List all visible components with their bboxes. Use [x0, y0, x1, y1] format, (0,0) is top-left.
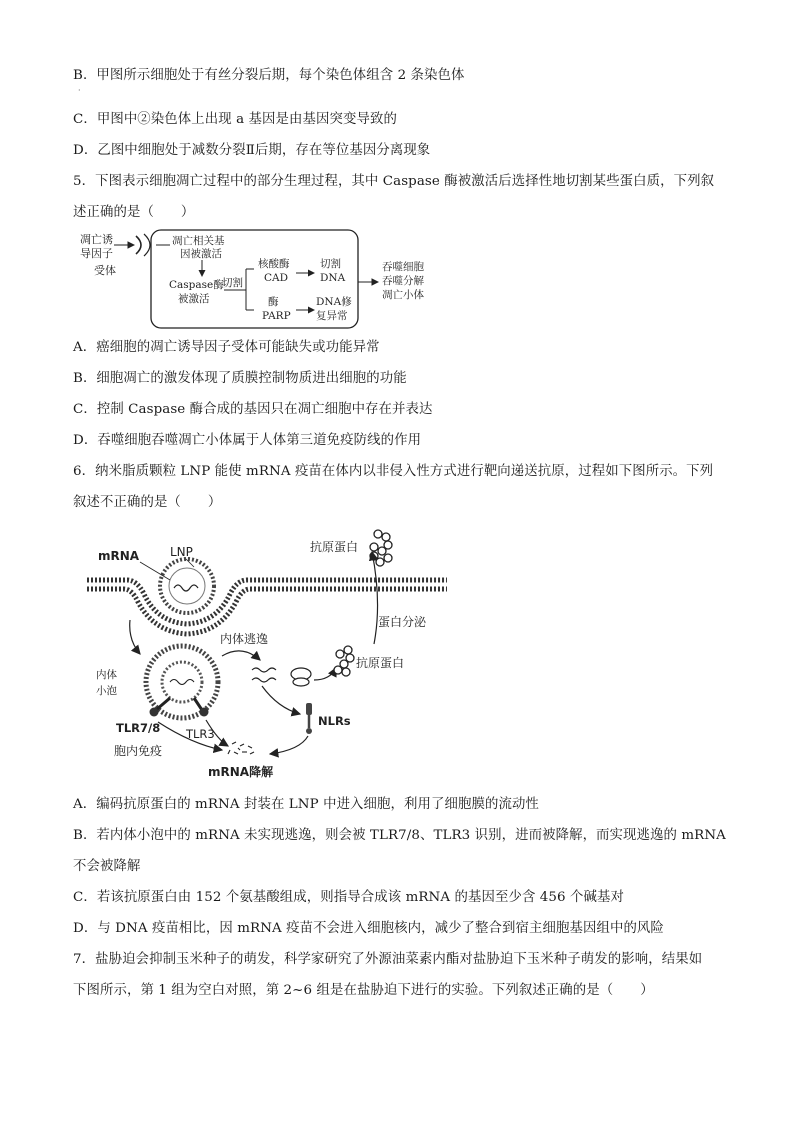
- free-mrna: [252, 668, 276, 682]
- q5-option-b: B．细胞凋亡的激发体现了质膜控制物质进出细胞的功能: [73, 371, 407, 386]
- nlrs-icon: [306, 703, 312, 734]
- lnp-label: LNP: [170, 545, 193, 559]
- q6-stem-line2: 叙述不正确的是（ ）: [73, 495, 222, 510]
- degraded-fragments: [228, 742, 254, 754]
- q6-option-b-line1: B．若内体小泡中的 mRNA 未实现逃逸，则会被 TLR7/8、TLR3 识别，进而被降解，而实现逃逸的 mRNA: [73, 828, 726, 843]
- enzyme-label-1: 酶: [268, 296, 279, 308]
- cut-label: 切割: [222, 277, 243, 289]
- enzyme-label-2: PARP: [262, 310, 291, 322]
- q4-option-d: D．乙图中细胞处于减数分裂Ⅱ后期，存在等位基因分离现象: [73, 143, 431, 158]
- tlr78-label: TLR7/8: [116, 721, 161, 735]
- inducer-label-2: 导因子: [80, 247, 113, 260]
- result-label-1: 吞噬细胞: [382, 261, 424, 273]
- endosome-vesicle: [146, 646, 218, 718]
- antigen-protein-mid: [334, 646, 354, 676]
- mrna-degradation-label: mRNA降解: [208, 765, 274, 779]
- nuclease-label-1: 核酸酶: [258, 258, 290, 270]
- cut-dna-label-2: DNA: [320, 272, 346, 284]
- nuclease-label-2: CAD: [264, 272, 289, 284]
- q4-option-b: B．甲图所示细胞处于有丝分裂后期，每个染色体组含 2 条染色体: [73, 68, 465, 83]
- stray-dot: ·: [78, 86, 81, 95]
- mrna-vaccine-diagram: [82, 522, 452, 784]
- q6-option-b-line2: 不会被降解: [73, 859, 141, 874]
- q5-option-d: D．吞噬细胞吞噬凋亡小体属于人体第三道免疫防线的作用: [73, 433, 422, 448]
- receptor-shape: [136, 236, 141, 254]
- q5-stem-line2: 述正确的是（ ）: [73, 205, 195, 220]
- q4-option-c: C．甲图中②染色体上出现 a 基因是由基因突变导致的: [73, 112, 397, 127]
- q6-option-a: A．编码抗原蛋白的 mRNA 封装在 LNP 中进入细胞，利用了细胞膜的流动性: [73, 797, 539, 812]
- ribosome-icon: [291, 668, 311, 686]
- q6-option-c: C．若该抗原蛋白由 152 个氨基酸组成，则指导合成该 mRNA 的基因至少含 456 个碱基对: [73, 890, 624, 905]
- q5-option-a: A．癌细胞的凋亡诱导因子受体可能缺失或功能异常: [73, 340, 380, 355]
- endosome-label-2: 小泡: [96, 685, 117, 697]
- dna-repair-label-2: 复异常: [316, 310, 348, 322]
- gene-activated-1: 凋亡相关基: [172, 235, 225, 247]
- q6-stem-line1: 6．纳米脂质颗粒 LNP 能使 mRNA 疫苗在体内以非侵入性方式进行靶向递送抗原，过程如下图所示。下列: [73, 464, 714, 479]
- mrna-label: mRNA: [98, 549, 140, 563]
- caspase-label-1: Caspase酶: [169, 279, 224, 291]
- antigen-mid-label: 抗原蛋白: [356, 656, 405, 670]
- q6-option-d: D．与 DNA 疫苗相比，因 mRNA 疫苗不会进入细胞核内，减少了整合到宿主细胞基因组中的风险: [73, 921, 664, 936]
- q7-stem-line1: 7．盐胁迫会抑制玉米种子的萌发，科学家研究了外源油菜素内酯对盐胁迫下玉米种子萌发的影响，结果如: [73, 952, 703, 967]
- inducer-label-1: 凋亡诱: [80, 233, 113, 246]
- tlr3-label: TLR3: [186, 727, 215, 741]
- dna-repair-label-1: DNA修: [316, 296, 352, 308]
- antigen-top-label: 抗原蛋白: [310, 540, 359, 554]
- cut-dna-label-1: 切割: [320, 258, 341, 270]
- q5-option-c: C．控制 Caspase 酶合成的基因只在凋亡细胞中存在并表达: [73, 402, 433, 417]
- result-label-2: 吞噬分解: [382, 275, 424, 287]
- q5-stem-line1: 5．下图表示细胞凋亡过程中的部分生理过程，其中 Caspase 酶被激活后选择性地切割某些蛋白质，下列叙: [73, 174, 715, 189]
- receptor-label: 受体: [94, 264, 116, 277]
- apoptosis-diagram: [74, 226, 444, 334]
- caspase-label-2: 被激活: [178, 293, 210, 305]
- escape-label: 内体逃逸: [220, 632, 269, 646]
- q7-stem-line2: 下图所示，第 1 组为空白对照，第 2~6 组是在盐胁迫下进行的实验。下列叙述正确的是（ ）: [73, 983, 654, 998]
- gene-activated-2: 因被激活: [180, 248, 222, 260]
- nlrs-label: NLRs: [318, 714, 351, 728]
- innate-immunity-label: 胞内免疫: [114, 744, 163, 758]
- secretion-label: 蛋白分泌: [378, 615, 427, 629]
- lnp-particle: [160, 559, 214, 613]
- endosome-label-1: 内体: [96, 669, 117, 681]
- result-label-3: 凋亡小体: [382, 289, 424, 301]
